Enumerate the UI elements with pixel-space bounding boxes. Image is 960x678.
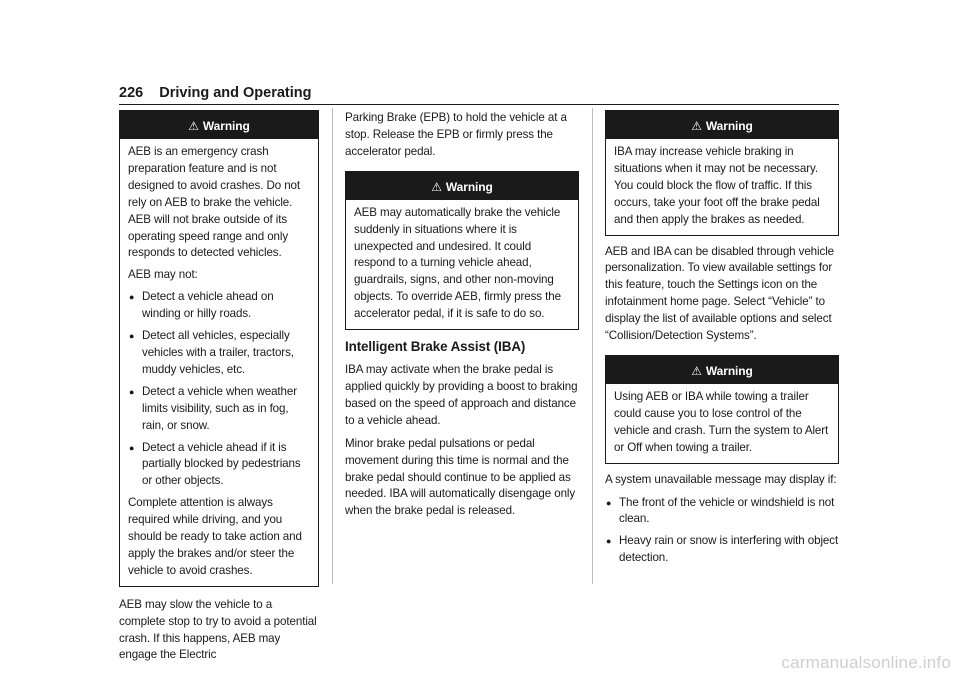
body-paragraph: A system unavailable message may display if: [605, 472, 837, 486]
warning-box [345, 171, 579, 330]
warning-title: Warning [705, 363, 753, 378]
warning-triangle-icon: ⚠ [188, 119, 199, 133]
list-item: ● Detect a vehicle when weather limits visibility, such as in fog, rain, or snow. [129, 384, 297, 432]
warning-title: Warning [202, 119, 250, 133]
warning-text: IBA may increase vehicle braking in situations when it may not be necessary. You could block the flow of traffic. If this occurs, take your foot off the brake pedal and then apply the brakes as needed. [614, 145, 820, 226]
warning-text: Using AEB or IBA while towing a trailer could cause you to lose control of the vehicle and crash. Turn the system to Alert or Off when towing a trailer. [614, 389, 829, 454]
section-title: Driving and Operating [159, 85, 312, 101]
warning-title: Warning [445, 179, 493, 194]
column-3 [605, 110, 839, 572]
warning-body [606, 384, 838, 463]
warning-box [605, 355, 839, 464]
page-number: 226 [119, 85, 144, 101]
column-1 [119, 110, 319, 670]
body-paragraph: AEB may slow the vehicle to a complete stop to try to avoid a potential crash. If this happens, AEB may engage the Electric [119, 597, 317, 662]
body-paragraph: Parking Brake (EPB) to hold the vehicle at a stop. Release the EPB or firmly press the accelerator pedal. [345, 111, 567, 158]
column-divider [592, 108, 593, 584]
warning-header [120, 111, 318, 139]
warning-triangle-icon: ⚠ [431, 179, 442, 194]
body-paragraph: AEB and IBA can be disabled through vehicle personalization. To view available settings for this feature, touch the Settings icon on the infotainment home page. Select “Vehicle” to display the list of available options and select “Collision/Detection Systems”. [605, 244, 835, 343]
column-divider [332, 108, 333, 584]
bullet-icon: ● [606, 536, 612, 547]
warning-body [346, 200, 578, 329]
warning-text: AEB may automatically brake the vehicle suddenly in situations where it is unexpected and undesired. It could respond to a turning vehicle ahead, guardrails, signs, and other non-moving objects. To override AEB, firmly press the accelerator pedal, if it is safe to do so. [354, 205, 561, 321]
warning-triangle-icon: ⚠ [691, 119, 702, 133]
bullet-list [605, 495, 839, 568]
warning-triangle-icon: ⚠ [691, 363, 702, 378]
list-item: ● Detect all vehicles, especially vehicles with a trailer, tractors, muddy vehicles, etc. [129, 329, 294, 376]
watermark: carmanualsonline.info [781, 653, 951, 672]
warning-title: Warning [705, 119, 753, 133]
body-paragraph: IBA may activate when the brake pedal is applied quickly by providing a boost to braking based on the speed of approach and distance to a vehicle ahead. [345, 363, 578, 427]
list-item: ● Detect a vehicle ahead on winding or hilly roads. [129, 290, 274, 321]
list-item: ● Heavy rain or snow is interfering with object detection. [606, 534, 839, 565]
warning-box [605, 110, 839, 236]
warning-header [606, 356, 838, 384]
warning-closing: Complete attention is always required while driving, and you should be ready to take action and apply the brakes and/or steer the vehicle to avoid crashes. [128, 496, 302, 577]
warning-header [346, 172, 578, 200]
bullet-icon: ● [129, 292, 135, 303]
warning-body [606, 139, 838, 235]
body-paragraph: Minor brake pedal pulsations or pedal movement during this time is normal and the brake pedal should continue to be applied as needed. IBA will automatically disengage only when the brake pedal is released. [345, 436, 576, 518]
section-subheading: Intelligent Brake Assist (IBA) [345, 339, 526, 355]
warning-box [119, 110, 319, 587]
bullet-icon: ● [129, 331, 135, 342]
warning-header [606, 111, 838, 139]
warning-body [120, 139, 318, 586]
page-header [119, 84, 839, 105]
bullet-icon: ● [129, 442, 135, 453]
warning-bullet-list [128, 289, 310, 490]
warning-intro: AEB is an emergency crash preparation feature and is not designed to avoid crashes. Do not rely on AEB to brake the vehicle. AEB will not brake outside of its operating speed range and only responds to detected vehicles. [128, 145, 301, 260]
list-item: ● The front of the vehicle or windshield is not clean. [606, 495, 835, 526]
list-item: ● Detect a vehicle ahead if it is partially blocked by pedestrians or other objects. [129, 440, 301, 488]
bullet-icon: ● [606, 497, 612, 508]
column-2 [345, 110, 579, 526]
bullet-icon: ● [129, 386, 135, 397]
warning-may-not: AEB may not: [128, 268, 198, 282]
